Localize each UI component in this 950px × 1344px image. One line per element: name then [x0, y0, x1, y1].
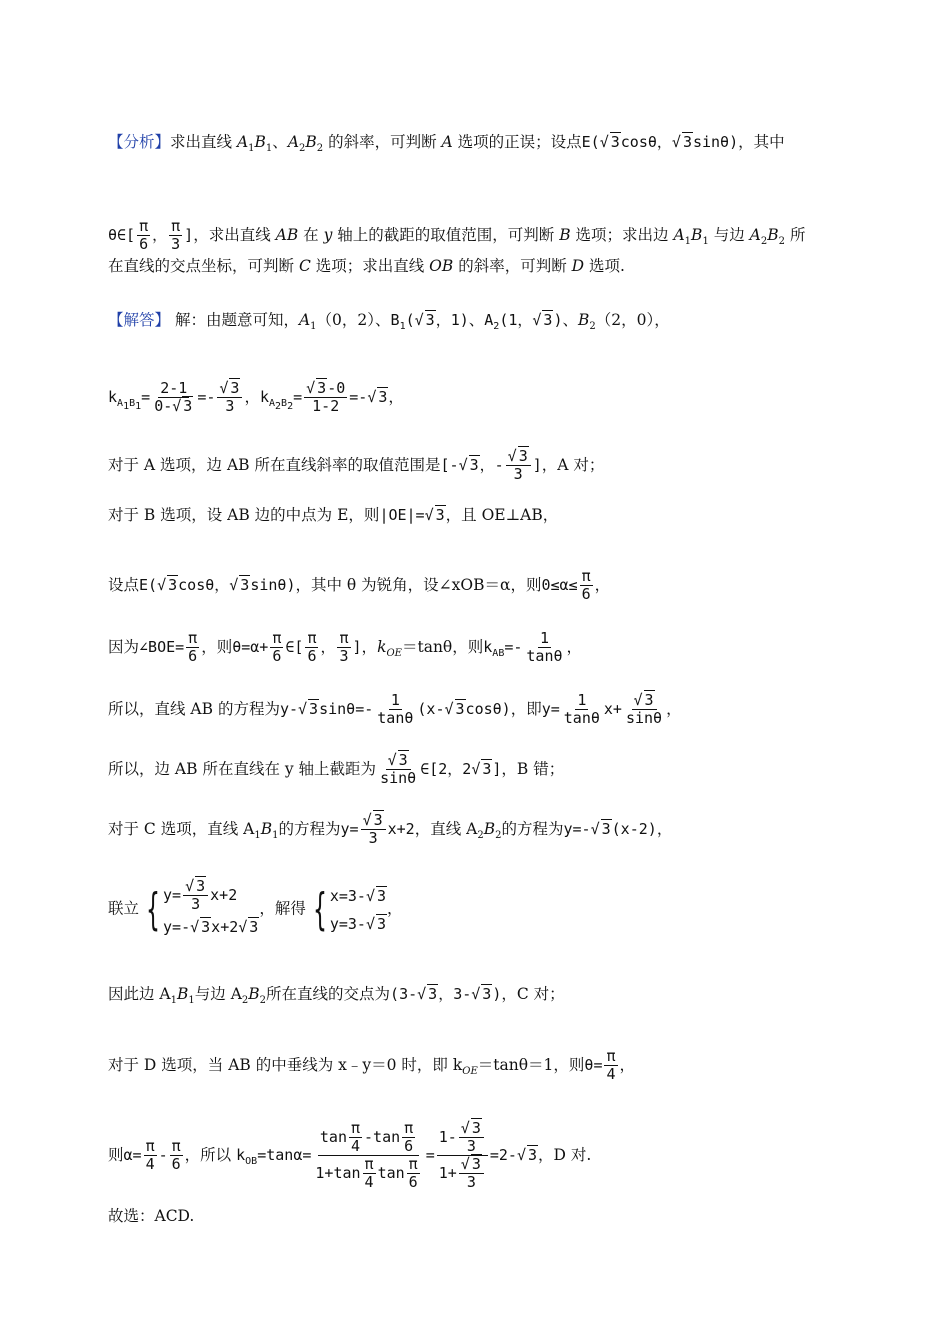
option-d-line: 对于 D 选项，当 AB 的中垂线为 x﹣y＝0 时，即 $k_{OE}=\tan\theta=1$，则θ= $\frac{\pi}{4}$ ，	[108, 1047, 636, 1083]
kob-line: 则α= $\frac{\pi}{4}$ - $\frac{\pi}{6}$ ，所以 $k_{OB}=\tan\alpha=$ tan $\frac{\pi}{4}$ -tan $\frac{\pi}{6}$ 1+tan $\frac{\pi}{4}$ tan $\frac{\pi}{6}$ = 1- $\frac{√ 3}{3}$ 1+ $\frac{√ 3}{3}$ =2-√ 3，D 对.	[108, 1119, 592, 1191]
analysis-line-1: 【分析】求出直线 $A_1B_1$、$A_2B_2$ 的斜率，可判断 A 选项的正误；设点E(√ 3cosθ，√ 3sinθ)，其中	[108, 133, 785, 155]
analysis-tag: 【分析】	[108, 133, 171, 151]
solution-tag: 【解答】	[108, 311, 171, 329]
hence-line: 因此边 $A_1B_1$与边 $A_2B_2$所在直线的交点为(3-√ 3，3-√ 3)，C 对；	[108, 985, 565, 1007]
option-a-line: 对于 A 选项，边 AB 所在直线斜率的取值范围是[-√ 3，- $\frac{√ 3}{3}$ ]，A 对；	[108, 447, 605, 483]
analysis-line-3: 在直线的交点坐标，可判断 C 选项；求出直线 OB 的斜率，可判断 D 选项.	[108, 257, 625, 275]
because-line: 因为∠BOE= $\frac{\pi}{6}$ ，则θ=α+ $\frac{\pi}{6}$ ∈[ $\frac{\pi}{6}$ ， $\frac{\pi}{3}$ ]，$k_{OE}=\tan\theta$，则$k_{AB}=-$ $\frac{1}{\tan\theta}$ ，	[108, 629, 583, 665]
solution-line-1: 【解答】 解：由题意可知，$A_1(0$，2）、$B_1(√$ 3，1)、$A_2(1$，√ 3)、$B_2(2$，0），	[108, 311, 670, 333]
analysis-line-2: θ∈[ $\frac{\pi}{6}$ ， $\frac{\pi}{3}$ ]，求出直线 AB 在 y 轴上的截距的取值范围，可判断 B 选项；求出边 $A_1B_1$ 与边 $A_2B_2$ 所	[108, 217, 806, 253]
option-c-line: 对于 C 选项，直线 $A_1B_1$的方程为y= $\frac{√ 3}{3}$ x+2，直线 $A_2B_2$的方程为y=-√ 3(x-2)，	[108, 811, 673, 847]
intercept-line: 所以，边 AB 所在直线在 y 轴上截距为 $\frac{√ 3}{\sin\theta}$ ∈[2，2√ 3]，B 错；	[108, 751, 565, 787]
option-b-line: 对于 B 选项，设 AB 边的中点为 E，则|OE|=√ 3，且 OE⊥AB，	[108, 506, 559, 524]
set-e-line: 设点E(√ 3cosθ，√ 3sinθ)，其中 θ 为锐角，设∠xOB＝α，则0≤α≤ $\frac{\pi}{6}$ ，	[108, 567, 611, 603]
slopes-line: $k_{A_1B_1}=$ $\frac{2-1}{0-√ 3}$ =- $\frac{√ 3}{3}$ ，$k_{A_2B_2}=$ $\frac{√ 3-0}{1-2}$ =-√ 3，	[108, 379, 404, 415]
system-line: 联立 { y= $\frac{√ 3}{3}$ x+2 y=-√ 3x+2√ 3 ，解得 { x=3-√ 3 y=3-√ 3 ，	[108, 877, 403, 936]
equation-line: 所以，直线 AB 的方程为y-√ 3sinθ=- $\frac{1}{\tan\theta}$ (x-√ 3cosθ)，即y= $\frac{1}{\tan\theta}$ x+ $\frac{√ 3}{\sin\theta}$ ，	[108, 691, 682, 727]
answer-line: 故选：ACD.	[108, 1207, 195, 1225]
